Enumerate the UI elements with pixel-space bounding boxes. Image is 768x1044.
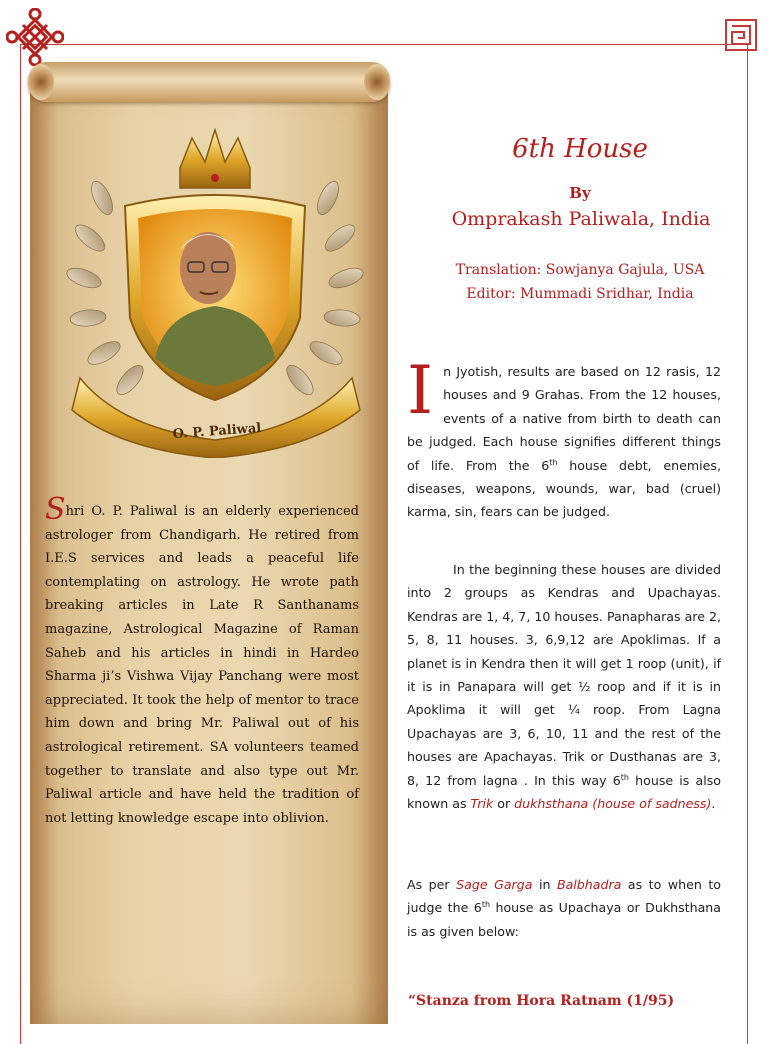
endless-knot-ornament (6, 8, 64, 66)
bio-dropcap: S (45, 492, 66, 527)
paragraph-houses: In the beginning these houses are divided into 2 groups as Kendras and Upachayas. Kendras are 1, 4, 7, 10 houses. Panapharas are 2, 5, 8, 11 houses. 3, 6,9,12 are Apoklimas. If a planet is in Kendra then it will get 1 roop (unit), if it is in Panapara will get ½ roop and if it is in Apoklima it will get ¼ roop. From Lagna Upachayas are 3, 6, 10, 11 and the rest of the houses are Apachayas. Trik or Dusthanas are 3, 8, 12 from lagna . In this way 6th house is also known as Trik or dukhsthana (house of sadness). (407, 562, 722, 812)
article-title: 6th House (512, 134, 648, 164)
term-trik: Trik (470, 796, 494, 812)
editor-credit: Editor: Mummadi Sridhar, India (466, 286, 694, 302)
translation-credit: Translation: Sowjanya Gajula, USA (455, 262, 705, 278)
term-sage-garga: Sage Garga (456, 877, 533, 892)
paragraph-intro: In Jyotish, results are based on 12 rasis, 12 houses and 9 Grahas. From the 12 houses, events of a native from birth to death can be judged. Each house signifies different things of life. From the 6th house debt, enemies, diseases, weapons, wounds, war, bad (cruel) karma, sin, fears can be judged. (407, 352, 721, 520)
stanza-heading: “Stanza from Hora Ratnam (1/95) (408, 993, 675, 1009)
author-name: Omprakash Paliwala, India (451, 208, 711, 230)
portrait-crest (60, 128, 370, 458)
term-balbhadra: Balbhadra (556, 877, 622, 892)
bio-text: hri O. P. Paliwal is an elderly experienced astrologer from Chandigarh. He retired from I.E.S services and leads a peaceful life contemplating on astrology. He wrote path breaking articles in Late R Santhanams magazine, Astrological Magazine of Raman Saheb and his articles in hindi in Hardeo Sharma ji’s Vishwa Vijay Panchang were most appreciated. It took the help of mentor to trace him down and bring Mr. Paliwal out of his astrological retirement. SA volunteers teamed together to translate and also type out Mr. Paliwal article and have held the tradition of not letting knowledge escape into oblivion. (45, 504, 359, 826)
byline-by: By (569, 184, 591, 202)
paragraph-garga: As per Sage Garga in Balbhadra as to when to judge the 6th house as Upachaya or Dukhsthana is as given below: (407, 877, 722, 939)
intro-dropcap: I (407, 352, 434, 429)
scroll-roll-top (28, 62, 390, 102)
term-dukhsthana: dukhsthana (house of sadness) (514, 796, 712, 812)
key-pattern-ornament (724, 18, 758, 52)
crest-ribbon-label: O. P. Paliwal (172, 420, 262, 443)
author-bio (45, 492, 359, 830)
